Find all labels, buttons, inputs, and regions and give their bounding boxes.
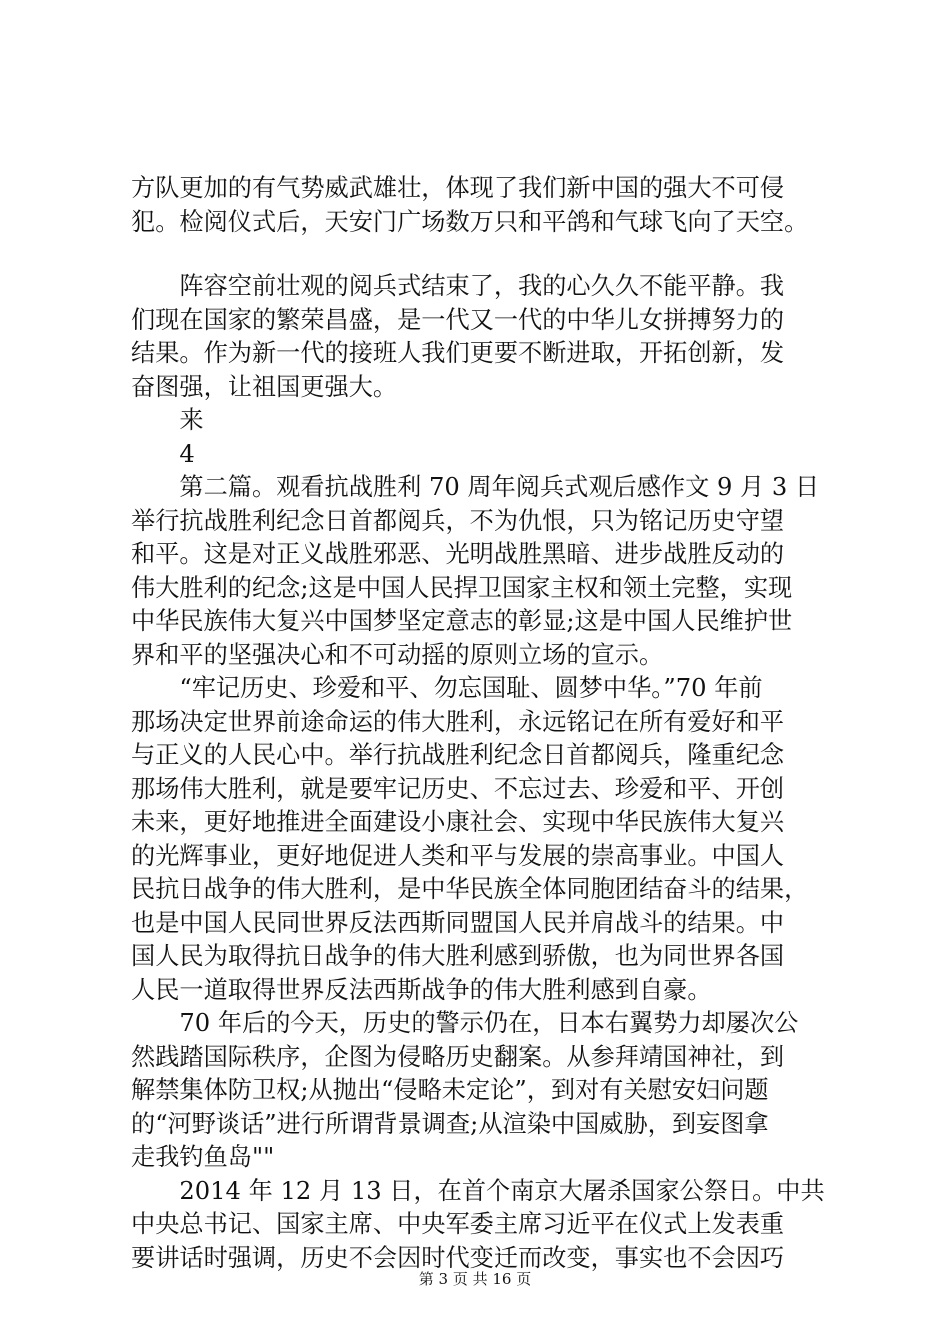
paragraph-gap	[131, 239, 836, 270]
text-line: 阵容空前壮观的阅兵式结束了，我的心久久不能平静。我	[131, 272, 785, 300]
text-line: 未来，更好地推进全面建设小康社会、实现中华民族伟大复兴	[131, 808, 785, 836]
text-line: 犯。检阅仪式后，天安门广场数万只和平鸽和气球飞向了天空。	[131, 207, 809, 236]
text-line: 也是中国人民同世界反法西斯同盟国人民并肩战斗的结果。中	[131, 908, 785, 937]
text-line: 那场伟大胜利，就是要牢记历史、不忘过去、珍爱和平、开创	[131, 774, 785, 803]
text-line: 然践踏国际秩序，企图为侵略历史翻案。从参拜靖国神社，到	[131, 1042, 785, 1071]
text-line: 和平。这是对正义战胜邪恶、光明战胜黑暗、进步战胜反动的	[131, 540, 785, 568]
text-line: 中央总书记、国家主席、中央军委主席习近平在仪式上发表重	[131, 1210, 785, 1238]
text-line: 70 年后的今天，历史的警示仍在，日本右翼势力却屡次公	[131, 1009, 799, 1037]
text-line: 走我钓鱼岛""	[131, 1143, 275, 1171]
document-body	[131, 172, 836, 1275]
text-line: 界和平的坚强决心和不可动摇的原则立场的宣示。	[131, 640, 664, 669]
text-line: 第二篇。观看抗战胜利 70 周年阅兵式观后感作文 9 月 3 日	[131, 473, 820, 501]
text-line: 结果。作为新一代的接班人我们更要不断进取，开拓创新，发	[131, 339, 785, 367]
text-line: 那场决定世界前途命运的伟大胜利，永远铭记在所有爱好和平	[131, 707, 785, 736]
text-line: “牢记历史、珍爱和平、勿忘国耻、圆梦中华。”70 年前	[131, 674, 763, 702]
text-line: 的“河野谈话”进行所谓背景调查;从渲染中国威胁，到妄图拿	[131, 1109, 769, 1138]
text-line: 4	[131, 439, 195, 468]
text-line: 们现在国家的繁荣昌盛，是一代又一代的中华儿女拼搏努力的	[131, 305, 785, 334]
text-line: 举行抗战胜利纪念日首都阅兵，不为仇恨，只为铭记历史守望	[131, 506, 785, 535]
page-number-footer: 第 3 页 共 16 页	[418, 1270, 532, 1288]
text-line: 伟大胜利的纪念;这是中国人民捍卫国家主权和领土完整，实现	[131, 573, 793, 602]
text-line: 人民一道取得世界反法西斯战争的伟大胜利感到自豪。	[131, 975, 712, 1004]
text-line: 国人民为取得抗日战争的伟大胜利感到骄傲，也为同世界各国	[131, 942, 785, 970]
text-line: 来	[131, 406, 204, 434]
text-line: 要讲话时强调，历史不会因时代变迁而改变，事实也不会因巧	[131, 1243, 785, 1272]
text-line: 方队更加的有气势威武雄壮，体现了我们新中国的强大不可侵	[131, 174, 785, 202]
text-line: 奋图强，让祖国更强大。	[131, 372, 398, 401]
text-line: 与正义的人民心中。举行抗战胜利纪念日首都阅兵，隆重纪念	[131, 741, 785, 769]
text-line: 民抗日战争的伟大胜利，是中华民族全体同胞团结奋斗的结果，	[131, 875, 809, 903]
text-line: 中华民族伟大复兴中国梦坚定意志的彰显;这是中国人民维护世	[131, 607, 793, 635]
text-line: 解禁集体防卫权;从抛出“侵略未定论”，到对有关慰安妇问题	[131, 1076, 769, 1104]
text-line: 2014 年 12 月 13 日，在首个南京大屠杀国家公祭日。中共	[131, 1176, 825, 1205]
text-line: 的光辉事业，更好地促进人类和平与发展的崇高事业。中国人	[131, 841, 785, 870]
